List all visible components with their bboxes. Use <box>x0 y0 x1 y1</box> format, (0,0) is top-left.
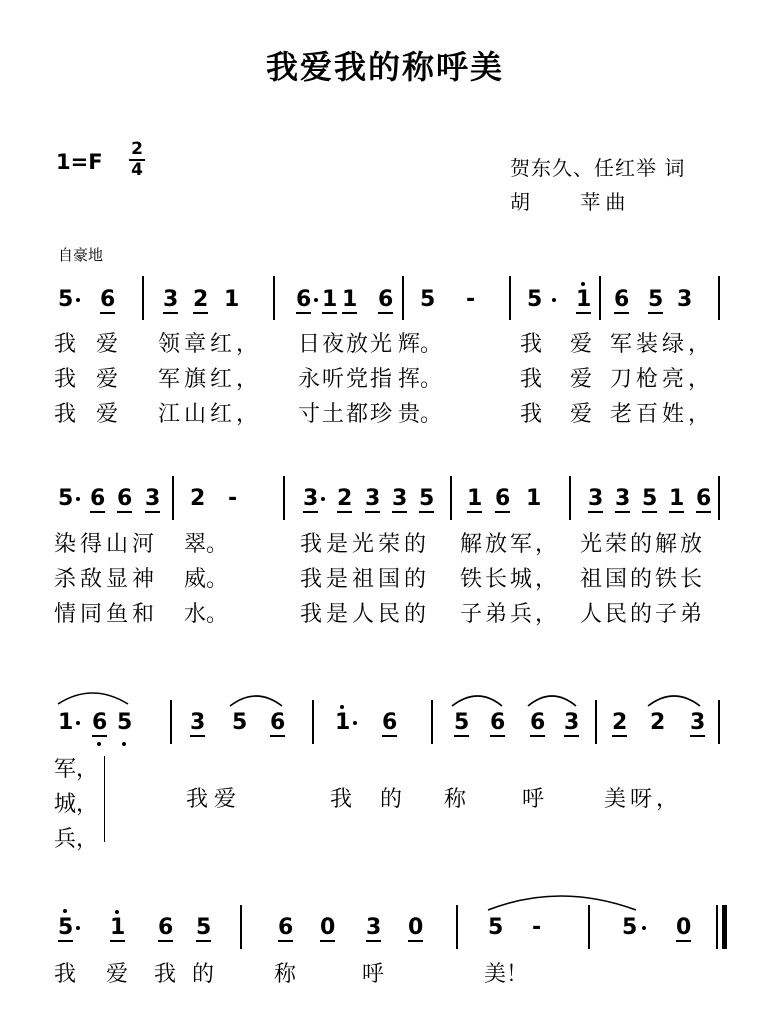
lyric: 老百姓， <box>610 402 715 427</box>
note: 0 <box>408 915 424 940</box>
lyric: 翠。 <box>184 532 229 557</box>
note: 6 <box>92 710 108 735</box>
lyric: 江山红， <box>158 402 263 427</box>
song-title: 我爱我的称呼美 <box>265 48 504 86</box>
note: 2 <box>337 486 353 511</box>
note: 2 <box>193 287 209 312</box>
lyric: 辉。 <box>398 332 443 357</box>
note: 5 <box>58 287 74 312</box>
octave-dot <box>581 282 585 286</box>
lyric: 贵。 <box>398 402 443 427</box>
lyric: 爱 <box>96 332 119 357</box>
lyric: 威。 <box>184 567 229 592</box>
lyric: 爱 <box>96 367 119 392</box>
octave-dot <box>340 705 344 709</box>
lyric: 我是人民的 <box>300 602 431 627</box>
barline <box>718 276 720 320</box>
barline <box>588 905 590 949</box>
lyric: 我 <box>54 332 77 357</box>
lyricist-credit: 贺东久、任红举 词 <box>510 156 686 180</box>
lyric: 爱 <box>96 402 119 427</box>
lyric: 水。 <box>184 602 229 627</box>
verse-bracket <box>104 756 105 842</box>
note: 3 <box>145 486 161 511</box>
barline <box>718 476 720 520</box>
note: 6 <box>158 915 174 940</box>
note: 0 <box>320 915 336 940</box>
note: 1 <box>58 710 74 735</box>
note: 5 <box>488 915 504 940</box>
barline <box>569 476 571 520</box>
dash: - <box>466 287 476 312</box>
note: 3 <box>392 486 408 511</box>
note: 5 <box>196 915 212 940</box>
note: 2 <box>650 710 666 735</box>
note: 6 <box>117 486 133 511</box>
note: 1 <box>224 287 240 312</box>
lyric: 称 <box>444 787 467 812</box>
note: 3 <box>677 287 693 312</box>
low-octave-dot <box>97 742 101 746</box>
lyric: 我 <box>330 787 353 812</box>
lyric: 呼 <box>362 962 385 987</box>
lyric: 爱 <box>570 402 593 427</box>
note: 1 <box>322 287 338 312</box>
note: 3 <box>690 710 706 735</box>
octave-dot <box>115 910 119 914</box>
note: 0 <box>676 915 692 940</box>
barline <box>450 476 452 520</box>
augmentation-dot <box>76 926 80 930</box>
barline <box>431 700 433 744</box>
slur <box>528 696 576 706</box>
barline <box>170 700 172 744</box>
augmentation-dot <box>642 926 646 930</box>
lyric: 永听党指 <box>298 367 395 392</box>
lyric: 我 <box>154 962 177 987</box>
augmentation-dot <box>353 721 357 725</box>
final-barline-thin <box>716 905 718 949</box>
key-signature: 1=F <box>56 150 103 174</box>
lyric: 祖国的铁长 <box>580 567 706 592</box>
note: 6 <box>100 287 116 312</box>
note: 5 <box>58 915 74 940</box>
lyric: 我爱 <box>186 787 243 812</box>
augmentation-dot <box>321 497 325 501</box>
note: 5 <box>648 287 664 312</box>
lyric: 子弟兵， <box>460 602 561 627</box>
lyric: 美呀， <box>604 787 683 812</box>
augmentation-dot <box>76 298 80 302</box>
barline <box>402 276 404 320</box>
lyric: 美！ <box>484 962 529 987</box>
augmentation-dot <box>552 298 556 302</box>
octave-dot <box>63 909 67 913</box>
lyric: 我 <box>520 402 543 427</box>
note: 6 <box>382 710 398 735</box>
lyric: 军装绿， <box>610 332 715 357</box>
lyric: 我 <box>520 332 543 357</box>
lyric: 人民的子弟 <box>580 602 706 627</box>
lyric: 我是祖国的 <box>300 567 431 592</box>
lyric: 我是光荣的 <box>300 532 431 557</box>
slur <box>230 696 282 706</box>
slur <box>452 696 502 706</box>
note: 2 <box>612 710 628 735</box>
note: 3 <box>163 287 179 312</box>
tempo-marking: 自豪地 <box>58 246 104 264</box>
verse-end-word: 兵， <box>54 827 99 852</box>
lyric: 我 <box>520 367 543 392</box>
note: 3 <box>615 486 631 511</box>
lyric: 杀敌显神 <box>54 567 159 592</box>
lyric: 的 <box>192 962 215 987</box>
lyric: 我 <box>54 402 77 427</box>
note: 6 <box>378 287 394 312</box>
composer-credit: 胡 苹曲 <box>510 190 631 214</box>
lyric: 我 <box>54 962 77 987</box>
lyric: 刀枪亮， <box>610 367 715 392</box>
slur <box>58 693 128 704</box>
time-sig-top: 2 <box>131 139 143 159</box>
note: 3 <box>190 710 206 735</box>
lyric: 日夜放光 <box>298 332 395 357</box>
barline <box>595 700 597 744</box>
note: 5 <box>232 710 248 735</box>
lyric: 情同鱼和 <box>54 602 159 627</box>
time-signature <box>128 140 146 180</box>
note: 1 <box>576 287 592 312</box>
note: 6 <box>296 287 312 312</box>
augmentation-dot <box>314 298 318 302</box>
barline <box>599 276 601 320</box>
note: 6 <box>530 710 546 735</box>
slur <box>648 696 700 706</box>
augmentation-dot <box>76 721 80 725</box>
note: 6 <box>270 710 286 735</box>
note: 6 <box>614 287 630 312</box>
lyric: 挥。 <box>398 367 443 392</box>
note: 5 <box>454 710 470 735</box>
lyric: 铁长城， <box>460 567 561 592</box>
note: 3 <box>303 486 319 511</box>
verse-end-word: 城， <box>54 792 99 817</box>
lyric: 爱 <box>570 367 593 392</box>
lyric: 寸土都珍 <box>298 402 395 427</box>
note: 3 <box>564 710 580 735</box>
barline <box>509 276 511 320</box>
note: 1 <box>467 486 483 511</box>
note: 5 <box>420 287 436 312</box>
note: 5 <box>527 287 543 312</box>
dash: - <box>228 486 238 511</box>
final-barline-thick <box>722 905 727 949</box>
note: 6 <box>278 915 294 940</box>
note: 5 <box>622 915 638 940</box>
note: 1 <box>342 287 358 312</box>
note: 6 <box>90 486 106 511</box>
note: 2 <box>190 486 206 511</box>
barline <box>273 276 275 320</box>
note: 1 <box>110 915 126 940</box>
note: 5 <box>58 486 74 511</box>
dash: - <box>532 915 542 940</box>
lyric: 爱 <box>570 332 593 357</box>
lyric: 的 <box>380 787 403 812</box>
note: 6 <box>696 486 712 511</box>
note: 3 <box>588 486 604 511</box>
tie <box>488 896 636 910</box>
note: 5 <box>117 710 133 735</box>
barline <box>240 905 242 949</box>
barline <box>312 700 314 744</box>
verse-end-word: 军， <box>54 757 99 782</box>
barline <box>456 905 458 949</box>
lyric: 我 <box>54 367 77 392</box>
note: 3 <box>365 486 381 511</box>
note: 1 <box>526 486 542 511</box>
note: 5 <box>419 486 435 511</box>
lyric: 解放军， <box>460 532 561 557</box>
lyric: 称 <box>274 962 297 987</box>
note: 1 <box>669 486 685 511</box>
time-sig-bottom: 4 <box>131 160 143 180</box>
barline <box>142 276 144 320</box>
barline <box>172 476 174 520</box>
note: 5 <box>642 486 658 511</box>
barline <box>718 700 720 744</box>
note: 1 <box>335 710 351 735</box>
low-octave-dot <box>122 742 126 746</box>
augmentation-dot <box>76 497 80 501</box>
lyric: 军旗红， <box>158 367 263 392</box>
lyric: 领章红， <box>158 332 263 357</box>
lyric: 染得山河 <box>54 532 159 557</box>
lyric: 爱 <box>106 962 129 987</box>
lyric: 呼 <box>522 787 545 812</box>
note: 3 <box>366 915 382 940</box>
note: 6 <box>490 710 506 735</box>
note: 6 <box>495 486 511 511</box>
barline <box>283 476 285 520</box>
lyric: 光荣的解放 <box>580 532 706 557</box>
